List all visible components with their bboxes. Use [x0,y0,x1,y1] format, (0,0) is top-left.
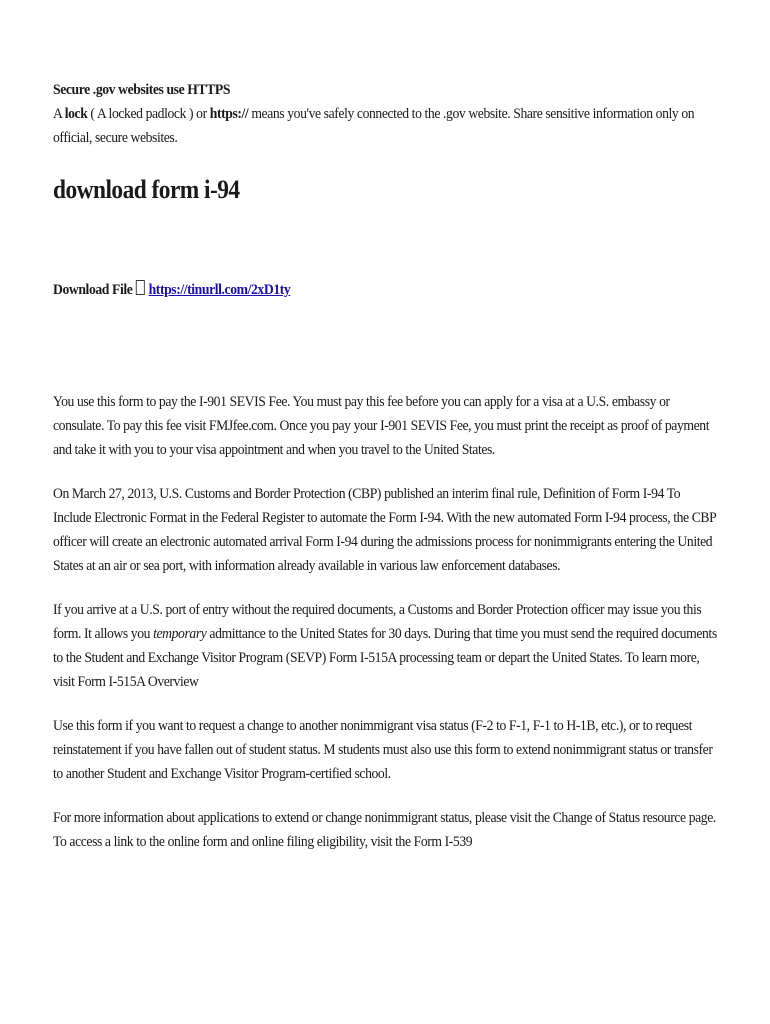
https-notice-suffix: means you've safely connected to the .gov website. Share sensitive information only on official, secure websites. [53,105,695,146]
https-notice-prefix: A [53,105,65,122]
https-notice-title: Secure .gov websites use HTTPS [53,81,231,98]
download-line [53,278,719,302]
paragraph-change-status: Use this form if you want to request a change to another nonimmigrant visa status (F-2 to F-1, F-1 to H-1B, etc.), or to request reinstatement if you have fallen out of student status. M students must also use this form to extend nonimmigrant status or transfer to another Student and Exchange Visitor Program-certified school. [53,717,713,782]
missing-glyph-icon [136,280,145,295]
download-link[interactable]: https://tinurll.com/2xD1ty [148,281,291,298]
paragraph-sevis-fee: You use this form to pay the I-901 SEVIS Fee. You must pay this fee before you can apply for a visa at a U.S. embassy or consulate. To pay this fee visit FMJfee.com. Once you pay your I-901 SEVIS Fee, you must print the receipt as proof of payment and take it with you to your visa appointment and when you travel to the United States. [53,393,710,458]
https-word: https:// [209,105,249,122]
paragraph-cbp-rule: On March 27, 2013, U.S. Customs and Border Protection (CBP) published an interim final rule, Definition of Form I-94 To Include Electronic Format in the Federal Register to automate the Form I-94. With the new automated Form I-94 process, the CBP officer will create an electronic automated arrival Form I-94 during the admissions process for nonimmigrants entering the United States at an air or sea port, with information already available in various law enforcement databases. [53,485,716,574]
download-label: Download File [53,281,133,298]
paragraph-port-of-entry-end: admittance to the United States for 30 days. During that time you must send the required documents to the Student and Exchange Visitor Program (SEVP) Form I-515A processing team or depart the United States. To learn more, visit Form I-515A Overview [53,625,717,690]
temporary-emphasis: temporary [153,625,207,642]
paragraph-port-of-entry [53,598,719,694]
https-notice [53,78,719,150]
page-title: download form i-94 [53,175,240,204]
body-paragraphs [53,390,719,854]
paragraph-more-info: For more information about applications to extend or change nonimmigrant status, please visit the Change of Status resource page. To access a link to the online form and online filing eligibility, visit the Form I-539 [53,809,716,850]
paragraph-port-of-entry-start: If you arrive at a U.S. port of entry without the required documents, a Customs and Border Protection officer may issue you this form. It allows you [53,601,702,642]
https-notice-body [53,102,719,150]
lock-word: lock [64,105,88,122]
document-content [53,78,719,874]
lock-description: ( A locked padlock ) or [87,105,210,122]
